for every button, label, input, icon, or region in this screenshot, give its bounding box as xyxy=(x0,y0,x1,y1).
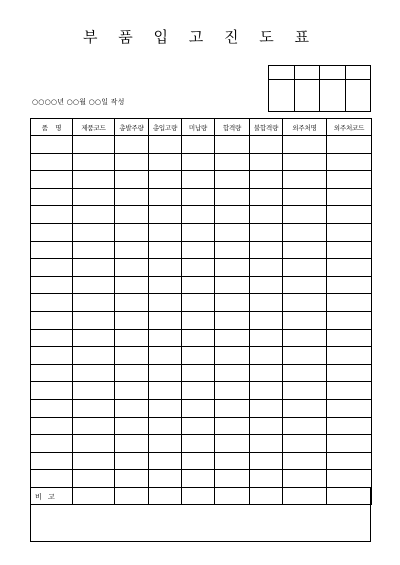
table-cell xyxy=(283,311,327,329)
table-cell xyxy=(31,311,73,329)
table-cell xyxy=(149,364,182,382)
header-part-name: 품 명 xyxy=(31,119,73,136)
table-row xyxy=(31,452,372,470)
table-cell xyxy=(115,417,149,435)
table-cell xyxy=(115,136,149,154)
table-cell xyxy=(283,294,327,312)
table-cell xyxy=(73,206,115,224)
table-cell xyxy=(31,171,73,189)
table-cell xyxy=(115,311,149,329)
table-cell xyxy=(327,188,372,206)
table-cell xyxy=(149,435,182,453)
table-cell xyxy=(283,417,327,435)
table-cell xyxy=(115,470,149,488)
approval-header-cell xyxy=(269,66,295,80)
table-row xyxy=(31,171,372,189)
table-cell xyxy=(327,153,372,171)
table-cell xyxy=(115,382,149,400)
table-cell xyxy=(250,364,283,382)
header-total-received-qty: 총입고량 xyxy=(149,119,182,136)
table-cell xyxy=(283,276,327,294)
table-cell xyxy=(149,452,182,470)
table-cell xyxy=(182,347,215,365)
table-row xyxy=(31,259,372,277)
table-cell xyxy=(149,311,182,329)
table-cell xyxy=(73,259,115,277)
approval-header-cell xyxy=(320,66,346,80)
table-row xyxy=(31,329,372,347)
table-cell xyxy=(149,399,182,417)
remarks-label: 비 고 xyxy=(35,493,57,501)
table-cell xyxy=(250,435,283,453)
table-row xyxy=(31,223,372,241)
table-cell xyxy=(250,347,283,365)
table-cell xyxy=(283,329,327,347)
table-cell xyxy=(250,329,283,347)
table-cell xyxy=(215,171,250,189)
table-cell xyxy=(182,136,215,154)
table-cell xyxy=(215,364,250,382)
table-cell xyxy=(149,417,182,435)
table-cell xyxy=(215,241,250,259)
table-cell xyxy=(250,294,283,312)
table-cell xyxy=(182,417,215,435)
table-row xyxy=(31,294,372,312)
table-cell xyxy=(31,470,73,488)
table-cell xyxy=(283,364,327,382)
table-cell xyxy=(182,188,215,206)
table-cell xyxy=(31,188,73,206)
table-cell xyxy=(215,276,250,294)
table-cell xyxy=(215,294,250,312)
table-cell xyxy=(73,171,115,189)
table-cell xyxy=(31,452,73,470)
approval-signature-cell xyxy=(269,80,295,112)
table-cell xyxy=(31,364,73,382)
table-cell xyxy=(250,136,283,154)
table-row xyxy=(31,399,372,417)
table-row xyxy=(31,347,372,365)
approval-header-row xyxy=(269,66,371,80)
table-cell xyxy=(250,276,283,294)
table-cell xyxy=(182,329,215,347)
table-cell xyxy=(31,276,73,294)
table-cell xyxy=(31,241,73,259)
table-cell xyxy=(73,153,115,171)
table-cell xyxy=(283,171,327,189)
document-title: 부 품 입 고 진 도 표 xyxy=(82,28,318,46)
table-row xyxy=(31,435,372,453)
table-cell xyxy=(149,136,182,154)
table-cell xyxy=(327,470,372,488)
table-cell xyxy=(115,294,149,312)
table-cell xyxy=(215,311,250,329)
table-cell xyxy=(250,206,283,224)
table-header-row xyxy=(31,119,372,136)
table-cell xyxy=(31,259,73,277)
table-row xyxy=(31,241,372,259)
table-cell xyxy=(215,435,250,453)
table-cell xyxy=(215,417,250,435)
table-row xyxy=(31,364,372,382)
table-cell xyxy=(73,294,115,312)
table-cell xyxy=(31,329,73,347)
table-cell xyxy=(149,241,182,259)
table-cell xyxy=(250,311,283,329)
header-vendor-code: 외주처코드 xyxy=(327,119,372,136)
table-cell xyxy=(115,364,149,382)
table-cell xyxy=(327,435,372,453)
table-cell xyxy=(327,364,372,382)
table-cell xyxy=(182,276,215,294)
table-row xyxy=(31,311,372,329)
table-cell xyxy=(215,223,250,241)
table-cell xyxy=(149,206,182,224)
table-cell xyxy=(31,399,73,417)
header-passed-qty: 합격량 xyxy=(215,119,250,136)
table-cell xyxy=(283,153,327,171)
table-cell xyxy=(115,399,149,417)
table-cell xyxy=(250,399,283,417)
table-cell xyxy=(215,382,250,400)
table-cell xyxy=(283,206,327,224)
table-cell xyxy=(215,452,250,470)
table-cell xyxy=(250,171,283,189)
table-cell xyxy=(73,417,115,435)
table-cell xyxy=(215,206,250,224)
table-cell xyxy=(31,206,73,224)
table-cell xyxy=(73,241,115,259)
table-cell xyxy=(250,382,283,400)
table-cell xyxy=(215,188,250,206)
table-cell xyxy=(73,399,115,417)
table-cell xyxy=(182,153,215,171)
table-cell xyxy=(182,259,215,277)
table-cell xyxy=(115,347,149,365)
table-cell xyxy=(115,259,149,277)
table-cell xyxy=(115,276,149,294)
table-cell xyxy=(115,435,149,453)
table-cell xyxy=(250,259,283,277)
header-vendor-name: 외주처명 xyxy=(283,119,327,136)
approval-signature-row xyxy=(269,80,371,112)
parts-receiving-table xyxy=(30,118,372,505)
table-row xyxy=(31,276,372,294)
table-cell xyxy=(327,417,372,435)
table-cell xyxy=(327,382,372,400)
table-cell xyxy=(182,470,215,488)
table-cell xyxy=(182,171,215,189)
table-body xyxy=(31,136,372,505)
table-cell xyxy=(115,188,149,206)
table-cell xyxy=(327,171,372,189)
table-cell xyxy=(182,399,215,417)
approval-signature-cell xyxy=(345,80,371,112)
table-cell xyxy=(215,347,250,365)
table-cell xyxy=(31,136,73,154)
table-cell xyxy=(182,241,215,259)
table-cell xyxy=(73,452,115,470)
table-cell xyxy=(327,294,372,312)
table-cell xyxy=(182,452,215,470)
table-cell xyxy=(31,347,73,365)
table-cell xyxy=(182,435,215,453)
table-row xyxy=(31,153,372,171)
table-cell xyxy=(31,417,73,435)
table-row xyxy=(31,417,372,435)
table-cell xyxy=(283,435,327,453)
table-row xyxy=(31,136,372,154)
table-cell xyxy=(327,311,372,329)
table-cell xyxy=(149,276,182,294)
table-cell xyxy=(115,153,149,171)
table-cell xyxy=(327,241,372,259)
approval-signature-cell xyxy=(320,80,346,112)
table-cell xyxy=(149,259,182,277)
table-cell xyxy=(327,276,372,294)
approval-stamp-box xyxy=(268,65,371,112)
table-cell xyxy=(182,364,215,382)
table-row xyxy=(31,188,372,206)
table-cell xyxy=(250,417,283,435)
table-cell xyxy=(73,276,115,294)
table-cell xyxy=(31,294,73,312)
table-cell xyxy=(283,188,327,206)
approval-header-cell xyxy=(294,66,320,80)
table-cell xyxy=(149,171,182,189)
table-cell xyxy=(115,329,149,347)
table-cell xyxy=(31,435,73,453)
table-cell xyxy=(182,382,215,400)
table-cell xyxy=(149,347,182,365)
table-cell xyxy=(250,188,283,206)
table-cell xyxy=(73,470,115,488)
remarks-box xyxy=(30,487,371,542)
table-cell xyxy=(149,470,182,488)
table-cell xyxy=(215,153,250,171)
table-cell xyxy=(250,223,283,241)
table-cell xyxy=(149,188,182,206)
approval-signature-cell xyxy=(294,80,320,112)
table-cell xyxy=(115,171,149,189)
table-cell xyxy=(73,435,115,453)
table-cell xyxy=(73,311,115,329)
table-cell xyxy=(182,223,215,241)
table-cell xyxy=(327,329,372,347)
table-cell xyxy=(115,452,149,470)
table-cell xyxy=(250,241,283,259)
table-cell xyxy=(149,223,182,241)
table-cell xyxy=(283,259,327,277)
table-cell xyxy=(31,153,73,171)
table-cell xyxy=(73,136,115,154)
table-cell xyxy=(215,259,250,277)
table-cell xyxy=(327,347,372,365)
table-cell xyxy=(182,294,215,312)
table-cell xyxy=(149,153,182,171)
header-total-order-qty: 총발주량 xyxy=(115,119,149,136)
table-cell xyxy=(283,241,327,259)
header-product-code: 제품코드 xyxy=(73,119,115,136)
header-undelivered-qty: 미납량 xyxy=(182,119,215,136)
table-cell xyxy=(182,311,215,329)
table-cell xyxy=(215,329,250,347)
table-cell xyxy=(283,136,327,154)
table-cell xyxy=(31,382,73,400)
header-failed-qty: 불합격량 xyxy=(250,119,283,136)
date-line: ○○○○년 ○○월 ○○일 작성 xyxy=(32,98,125,106)
table-cell xyxy=(31,223,73,241)
table-cell xyxy=(149,294,182,312)
table-cell xyxy=(215,136,250,154)
table-cell xyxy=(250,470,283,488)
table-cell xyxy=(73,347,115,365)
table-cell xyxy=(73,382,115,400)
table-cell xyxy=(73,188,115,206)
table-cell xyxy=(283,452,327,470)
table-cell xyxy=(182,206,215,224)
table-cell xyxy=(327,136,372,154)
table-cell xyxy=(215,470,250,488)
table-cell xyxy=(283,382,327,400)
table-cell xyxy=(327,223,372,241)
table-cell xyxy=(327,452,372,470)
table-cell xyxy=(327,399,372,417)
table-row xyxy=(31,382,372,400)
table-cell xyxy=(283,399,327,417)
table-row xyxy=(31,470,372,488)
table-cell xyxy=(115,223,149,241)
table-cell xyxy=(250,452,283,470)
table-cell xyxy=(215,399,250,417)
table-cell xyxy=(73,364,115,382)
table-cell xyxy=(283,223,327,241)
table-cell xyxy=(250,153,283,171)
table-cell xyxy=(73,329,115,347)
table-cell xyxy=(149,382,182,400)
table-cell xyxy=(115,206,149,224)
table-row xyxy=(31,206,372,224)
table-cell xyxy=(283,347,327,365)
table-cell xyxy=(283,470,327,488)
approval-header-cell xyxy=(345,66,371,80)
table-cell xyxy=(73,223,115,241)
table-cell xyxy=(115,241,149,259)
table-cell xyxy=(327,259,372,277)
table-cell xyxy=(327,206,372,224)
table-cell xyxy=(149,329,182,347)
